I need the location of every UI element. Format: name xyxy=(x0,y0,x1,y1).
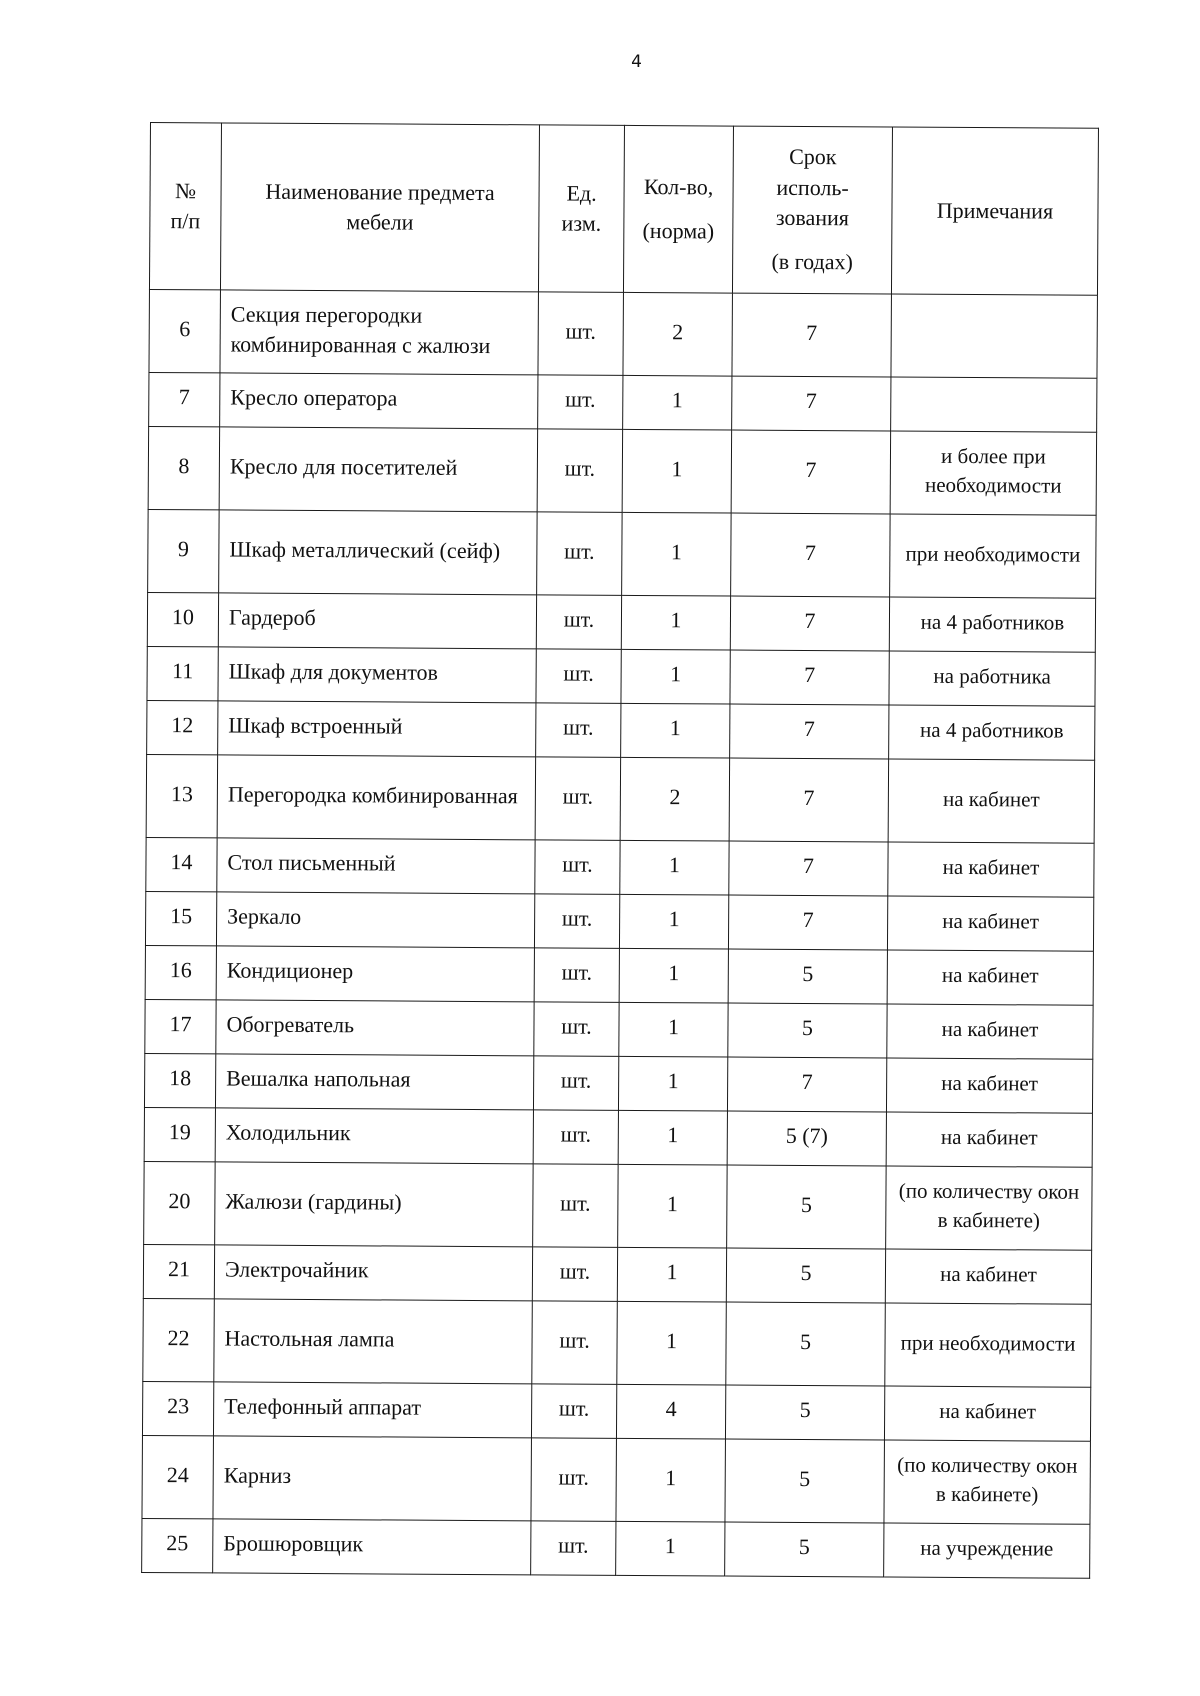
cell-number: 14 xyxy=(146,837,217,891)
cell-note: на кабинет xyxy=(888,759,1095,843)
cell-term: 7 xyxy=(730,650,889,705)
cell-unit: шт. xyxy=(538,292,624,376)
cell-qty: 1 xyxy=(617,1247,726,1302)
table-body xyxy=(142,289,1098,1578)
cell-number: 25 xyxy=(142,1518,213,1572)
table-row xyxy=(145,891,1093,951)
cell-name: Жалюзи (гардины) xyxy=(215,1162,534,1247)
cell-note: на работника xyxy=(889,651,1095,706)
cell-name: Обогреватель xyxy=(216,1000,534,1056)
cell-unit: шт. xyxy=(533,1110,618,1165)
cell-note: на кабинет xyxy=(886,1058,1092,1113)
cell-unit: шт. xyxy=(534,894,619,949)
cell-term: 7 xyxy=(730,704,889,759)
table-row xyxy=(144,1053,1092,1113)
cell-note: на кабинет xyxy=(886,1112,1092,1167)
cell-note: на 4 работников xyxy=(889,597,1095,652)
cell-note xyxy=(891,294,1098,378)
furniture-norms-table xyxy=(141,122,1099,1579)
table-row xyxy=(144,1107,1092,1167)
cell-name: Телефонный аппарат xyxy=(213,1382,531,1438)
table-row xyxy=(147,700,1095,760)
cell-name: Шкаф встроенный xyxy=(218,701,536,757)
cell-note: на кабинет xyxy=(887,950,1093,1005)
cell-name: Секция перегородки комбинированная с жалюзи xyxy=(220,290,539,375)
cell-note: (по количеству окон в кабинете) xyxy=(886,1166,1093,1250)
cell-unit: шт. xyxy=(534,1002,619,1057)
cell-unit: шт. xyxy=(536,649,621,704)
cell-name: Перегородка комбинированная xyxy=(217,755,536,840)
table-row xyxy=(149,372,1097,432)
header-number: № п/п xyxy=(149,123,221,290)
cell-note: на кабинет xyxy=(887,1004,1093,1059)
cell-qty: 1 xyxy=(619,948,728,1003)
cell-number: 15 xyxy=(145,891,216,945)
cell-name: Кресло для посетителей xyxy=(219,427,538,512)
cell-qty: 1 xyxy=(621,703,730,758)
cell-term: 5 xyxy=(728,949,887,1004)
cell-unit: шт. xyxy=(536,703,621,758)
cell-number: 11 xyxy=(147,646,218,700)
cell-name: Кресло оператора xyxy=(220,373,538,429)
cell-unit: шт. xyxy=(535,757,621,841)
table-row xyxy=(148,426,1096,515)
cell-note: на кабинет xyxy=(885,1249,1091,1304)
cell-number: 13 xyxy=(146,754,218,837)
cell-term: 7 xyxy=(732,376,891,431)
cell-qty: 1 xyxy=(618,1110,727,1165)
header-notes: Примечания xyxy=(891,127,1098,295)
cell-unit: шт. xyxy=(531,1384,616,1439)
cell-term: 7 xyxy=(732,293,892,377)
cell-note: на кабинет xyxy=(884,1386,1090,1441)
cell-unit: шт. xyxy=(531,1521,616,1576)
cell-term: 7 xyxy=(729,841,888,896)
cell-note: при необходимости xyxy=(885,1303,1092,1387)
cell-number: 7 xyxy=(149,372,220,426)
cell-number: 19 xyxy=(144,1107,215,1161)
cell-unit: шт. xyxy=(531,1438,617,1522)
cell-qty: 2 xyxy=(620,757,730,841)
cell-unit: шт. xyxy=(533,1164,619,1248)
cell-term: 5 xyxy=(725,1522,884,1577)
table-row xyxy=(142,1518,1090,1578)
cell-note: и более при необходимости xyxy=(890,431,1097,515)
table-row xyxy=(142,1435,1090,1524)
table-row xyxy=(147,592,1095,652)
cell-term: 7 xyxy=(730,596,889,651)
cell-note: на 4 работников xyxy=(889,705,1095,760)
cell-qty: 1 xyxy=(619,894,728,949)
cell-term: 7 xyxy=(729,758,889,842)
cell-term: 7 xyxy=(731,513,891,597)
cell-term: 5 xyxy=(727,1165,887,1249)
cell-qty: 1 xyxy=(622,429,732,513)
cell-term: 7 xyxy=(731,430,891,514)
table-row xyxy=(145,999,1093,1059)
cell-number: 18 xyxy=(144,1053,215,1107)
table-row xyxy=(142,1381,1090,1441)
cell-number: 24 xyxy=(142,1435,214,1518)
table-row xyxy=(144,1161,1092,1250)
cell-unit: шт. xyxy=(538,375,623,430)
cell-qty: 1 xyxy=(617,1301,727,1385)
cell-number: 22 xyxy=(143,1298,215,1381)
cell-number: 10 xyxy=(147,592,218,646)
cell-unit: шт. xyxy=(532,1247,617,1302)
cell-note: (по количеству окон в кабинете) xyxy=(884,1440,1091,1524)
cell-note xyxy=(891,377,1097,432)
cell-qty: 1 xyxy=(618,1056,727,1111)
cell-term: 5 xyxy=(725,1439,885,1523)
cell-name: Зеркало xyxy=(216,892,534,948)
cell-term: 5 xyxy=(725,1385,884,1440)
cell-term: 5 xyxy=(728,1003,887,1058)
cell-unit: шт. xyxy=(537,512,623,596)
cell-qty: 2 xyxy=(623,292,733,376)
cell-number: 23 xyxy=(142,1381,213,1435)
cell-name: Вешалка напольная xyxy=(215,1054,533,1110)
cell-name: Карниз xyxy=(213,1436,532,1521)
cell-term: 7 xyxy=(727,1057,886,1112)
cell-term: 5 (7) xyxy=(727,1111,886,1166)
cell-name: Кондиционер xyxy=(216,946,534,1002)
header-qty: Кол-во, (норма) xyxy=(623,125,733,293)
cell-number: 12 xyxy=(147,700,218,754)
cell-unit: шт. xyxy=(534,948,619,1003)
table-row xyxy=(143,1298,1091,1387)
cell-qty: 1 xyxy=(616,1438,726,1522)
table-row xyxy=(147,646,1095,706)
cell-number: 21 xyxy=(143,1244,214,1298)
cell-note: на кабинет xyxy=(888,842,1094,897)
cell-note: на кабинет xyxy=(887,896,1093,951)
cell-qty: 1 xyxy=(619,1002,728,1057)
table-row xyxy=(146,754,1094,843)
cell-name: Стол письменный xyxy=(217,838,535,894)
cell-name: Шкаф для документов xyxy=(218,647,536,703)
cell-name: Брошюровщик xyxy=(213,1519,531,1575)
cell-name: Шкаф металлический (сейф) xyxy=(219,510,538,595)
cell-qty: 1 xyxy=(616,1521,725,1576)
cell-unit: шт. xyxy=(535,840,620,895)
cell-unit: шт. xyxy=(536,595,621,650)
table-row xyxy=(146,837,1094,897)
cell-number: 17 xyxy=(145,999,216,1053)
table-row xyxy=(149,289,1097,378)
cell-name: Гардероб xyxy=(218,593,536,649)
cell-unit: шт. xyxy=(537,429,623,513)
cell-number: 8 xyxy=(148,426,220,509)
cell-number: 20 xyxy=(144,1161,216,1244)
cell-number: 9 xyxy=(148,509,220,592)
cell-qty: 1 xyxy=(621,595,730,650)
table-header-row xyxy=(149,123,1098,296)
header-term: Срок исполь- зования (в годах) xyxy=(732,126,892,294)
header-unit: Ед. изм. xyxy=(538,125,624,293)
cell-term: 5 xyxy=(726,1248,885,1303)
cell-note: при необходимости xyxy=(890,514,1097,598)
cell-number: 16 xyxy=(145,945,216,999)
cell-name: Настольная лампа xyxy=(214,1299,533,1384)
cell-number: 6 xyxy=(149,289,221,372)
cell-note: на учреждение xyxy=(884,1523,1090,1578)
cell-qty: 1 xyxy=(622,512,732,596)
cell-unit: шт. xyxy=(533,1056,618,1111)
cell-qty: 4 xyxy=(616,1384,725,1439)
page-number: 4 xyxy=(631,52,642,72)
header-name: Наименование предмета мебели xyxy=(220,123,539,292)
cell-qty: 1 xyxy=(618,1164,728,1248)
cell-name: Электрочайник xyxy=(214,1245,532,1301)
cell-name: Холодильник xyxy=(215,1108,533,1164)
table-row xyxy=(145,945,1093,1005)
cell-term: 7 xyxy=(728,895,887,950)
cell-unit: шт. xyxy=(532,1301,618,1385)
cell-qty: 1 xyxy=(621,649,730,704)
cell-qty: 1 xyxy=(623,375,732,430)
cell-term: 5 xyxy=(726,1302,886,1386)
cell-qty: 1 xyxy=(620,840,729,895)
table-row xyxy=(148,509,1096,598)
table-row xyxy=(143,1244,1091,1304)
